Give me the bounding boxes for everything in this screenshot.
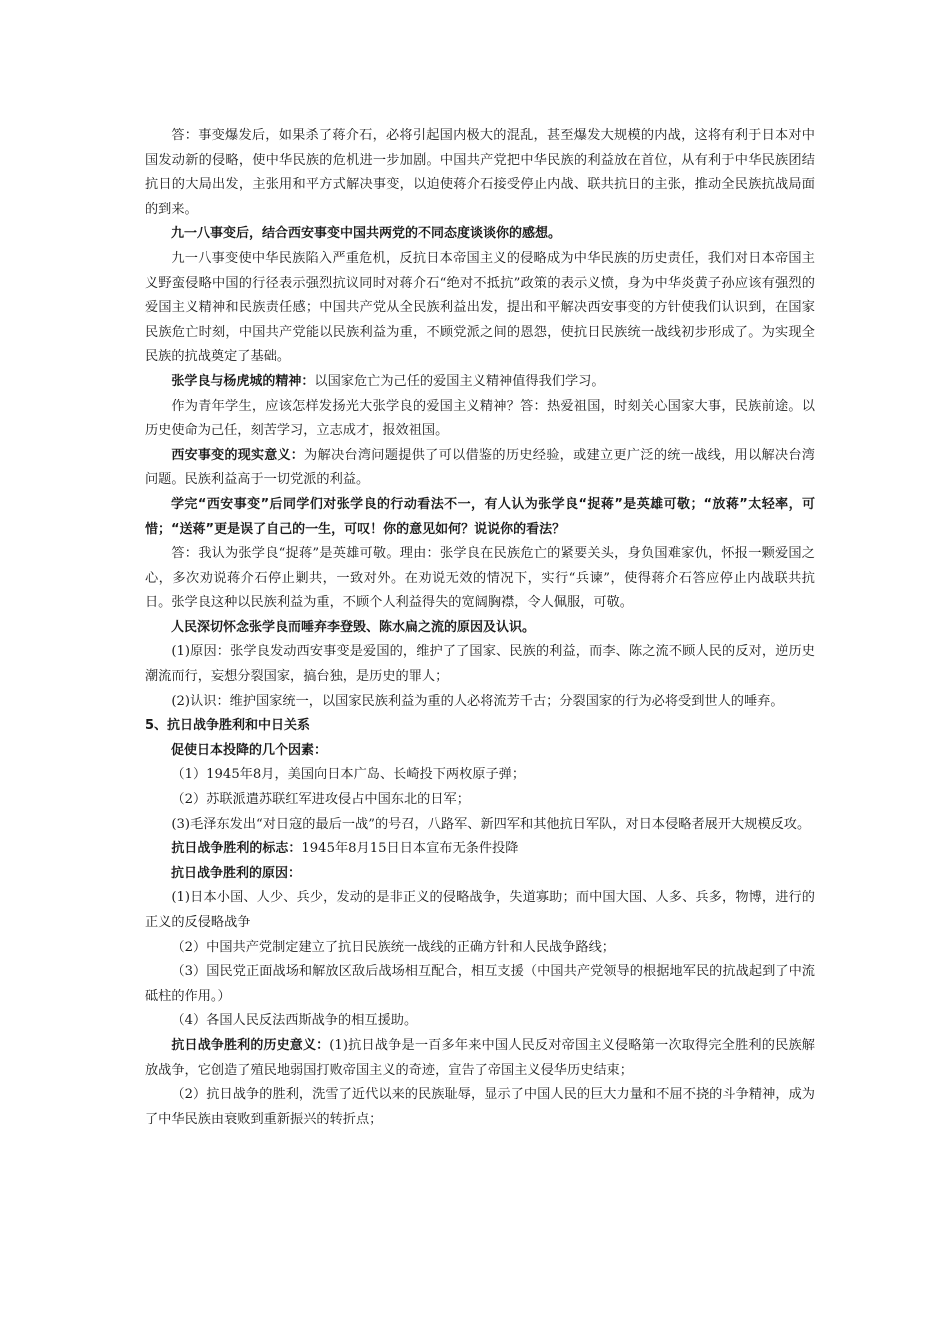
section-heading: 5、抗日战争胜利和中日关系 — [145, 718, 311, 734]
question-heading: 九一八事变后，结合西安事变中国共两党的不同态度谈谈你的感想。 — [171, 226, 562, 242]
list-item: （2）中国共产党制定建立了抗日民族统一战线的正确方针和人民战争路线； — [171, 939, 615, 955]
paragraph: 答：我认为张学良“捉蒋”是英雄可敬。理由：张学良在民族危亡的紧要关头，身负国难家仇，怀报一颗爱国之心，多次劝说蒋介石停止剿共，一致对外。在劝说无效的情况下，实行“兵谏”，使得蒋介石答应停止内战联共抗日。张学良这种以民族利益为重，不顾个人利益得失的宽阔胸襟，令人佩服，可敬。 — [145, 546, 815, 611]
bold-label: 张学良与杨虎城的精神： — [171, 373, 315, 389]
subsection-heading: 抗日战争胜利的原因： — [171, 865, 302, 881]
paragraph-text: 1945年8月15日日本宣布无条件投降 — [301, 841, 519, 857]
list-item: （1）1945年8月，美国向日本广岛、长崎投下两枚原子弹； — [171, 767, 526, 783]
subsection-heading: 促使日本投降的几个因素： — [171, 742, 328, 758]
paragraph-text: 以国家危亡为己任的爱国主义精神值得我们学习。 — [314, 373, 605, 389]
paragraph: (1)原因：张学良发动西安事变是爱国的，维护了了国家、民族的利益，而李、陈之流不顾人民的反对，逆历史潮流而行，妄想分裂国家，搞台独，是历史的罪人； — [145, 644, 815, 685]
list-item: (3)毛泽东发出“对日寇的最后一战”的号召，八路军、新四军和其他抗日军队，对日本侵略者展开大规模反攻。 — [171, 816, 811, 832]
paragraph: （2）抗日战争的胜利，洗雪了近代以来的民族耻辱，显示了中国人民的巨大力量和不屈不挠的斗争精神，成为了中华民族由衰败到重新振兴的转折点； — [145, 1087, 815, 1127]
paragraph — [145, 1034, 815, 1083]
paragraph-text: (1)抗日战争是一百多年来中国人民反对帝国主义侵略第一次取得完全胜利的民族解放战争，它创造了殖民地弱国打败帝国主义的奇迹，宣告了帝国主义侵华历史结束； — [145, 1037, 815, 1078]
paragraph: 作为青年学生，应该怎样发扬光大张学良的爱国主义精神？答：热爱祖国，时刻关心国家大事，民族前途。以历史使命为己任，刻苦学习，立志成才，报效祖国。 — [145, 398, 815, 439]
paragraph-text: 为解决台湾问题提供了可以借鉴的历史经验，或建立更广泛的统一战线，用以解决台湾问题。民族利益高于一切党派的利益。 — [145, 447, 815, 488]
list-item: （4）各国人民反法西斯战争的相互援助。 — [171, 1013, 418, 1029]
paragraph: (2)认识：维护国家统一，以国家民族利益为重的人必将流芳千古；分裂国家的行为必将受到世人的唾弃。 — [171, 693, 784, 709]
question-heading: 人民深切怀念张学良而唾弃李登毁、陈水扁之流的原因及认识。 — [171, 619, 536, 635]
bold-label: 西安事变的现实意义： — [171, 447, 305, 463]
paragraph: 答：事变爆发后，如果杀了蒋介石，必将引起国内极大的混乱，甚至爆发大规模的内战，这将有利于日本对中国发动新的侵略，使中华民族的危机进一步加剧。中国共产党把中华民族的利益放在首位，从有利于中华民族团结抗日的大局出发，主张用和平方式解决事变，以迫使蒋介石接受停止内战、联共抗日的主张，推动全民族抗战局面的到来。 — [145, 128, 815, 217]
paragraph — [145, 370, 815, 395]
bold-label: 抗日战争胜利的标志： — [171, 841, 302, 857]
list-item: (1)日本小国、人少、兵少，发动的是非正义的侵略战争，失道寡助；而中国大国、人多、兵多，物博，进行的正义的反侵略战争 — [145, 890, 815, 930]
question-heading: 学完“西安事变”后同学们对张学良的行动看法不一，有人认为张学良“捉蒋”是英雄可敬；“放蒋”太轻率，可惜；“送蒋”更是误了自己的一生，可叹！你的意见如何？说说你的看法？ — [145, 496, 815, 537]
paragraph — [145, 444, 815, 493]
bold-label: 抗日战争胜利的历史意义： — [171, 1037, 330, 1053]
list-item: （3）国民党正面战场和解放区敌后战场相互配合，相互支援（中国共产党领导的根据地军民的抗战起到了中流砥柱的作用。） — [145, 964, 815, 1004]
list-item: （2）苏联派遣苏联红军进攻侵占中国东北的日军； — [171, 792, 470, 808]
document-page — [145, 124, 815, 1132]
paragraph: 九一八事变使中华民族陷入严重危机，反抗日本帝国主义的侵略成为中华民族的历史责任，我们对日本帝国主义野蛮侵略中国的行径表示强烈抗议同时对蒋介石“绝对不抵抗”政策的表示义愤，身为中华炎黄子孙应该有强烈的爱国主义精神和民族责任感；中国共产党从全民族利益出发，提出和平解决西安事变的方针使我们认识到，在国家民族危亡时刻，中国共产党能以民族利益为重，不顾党派之间的恩怨，使抗日民族统一战线初步形成了。为实现全民族的抗战奠定了基础。 — [145, 250, 815, 365]
paragraph — [145, 837, 815, 862]
